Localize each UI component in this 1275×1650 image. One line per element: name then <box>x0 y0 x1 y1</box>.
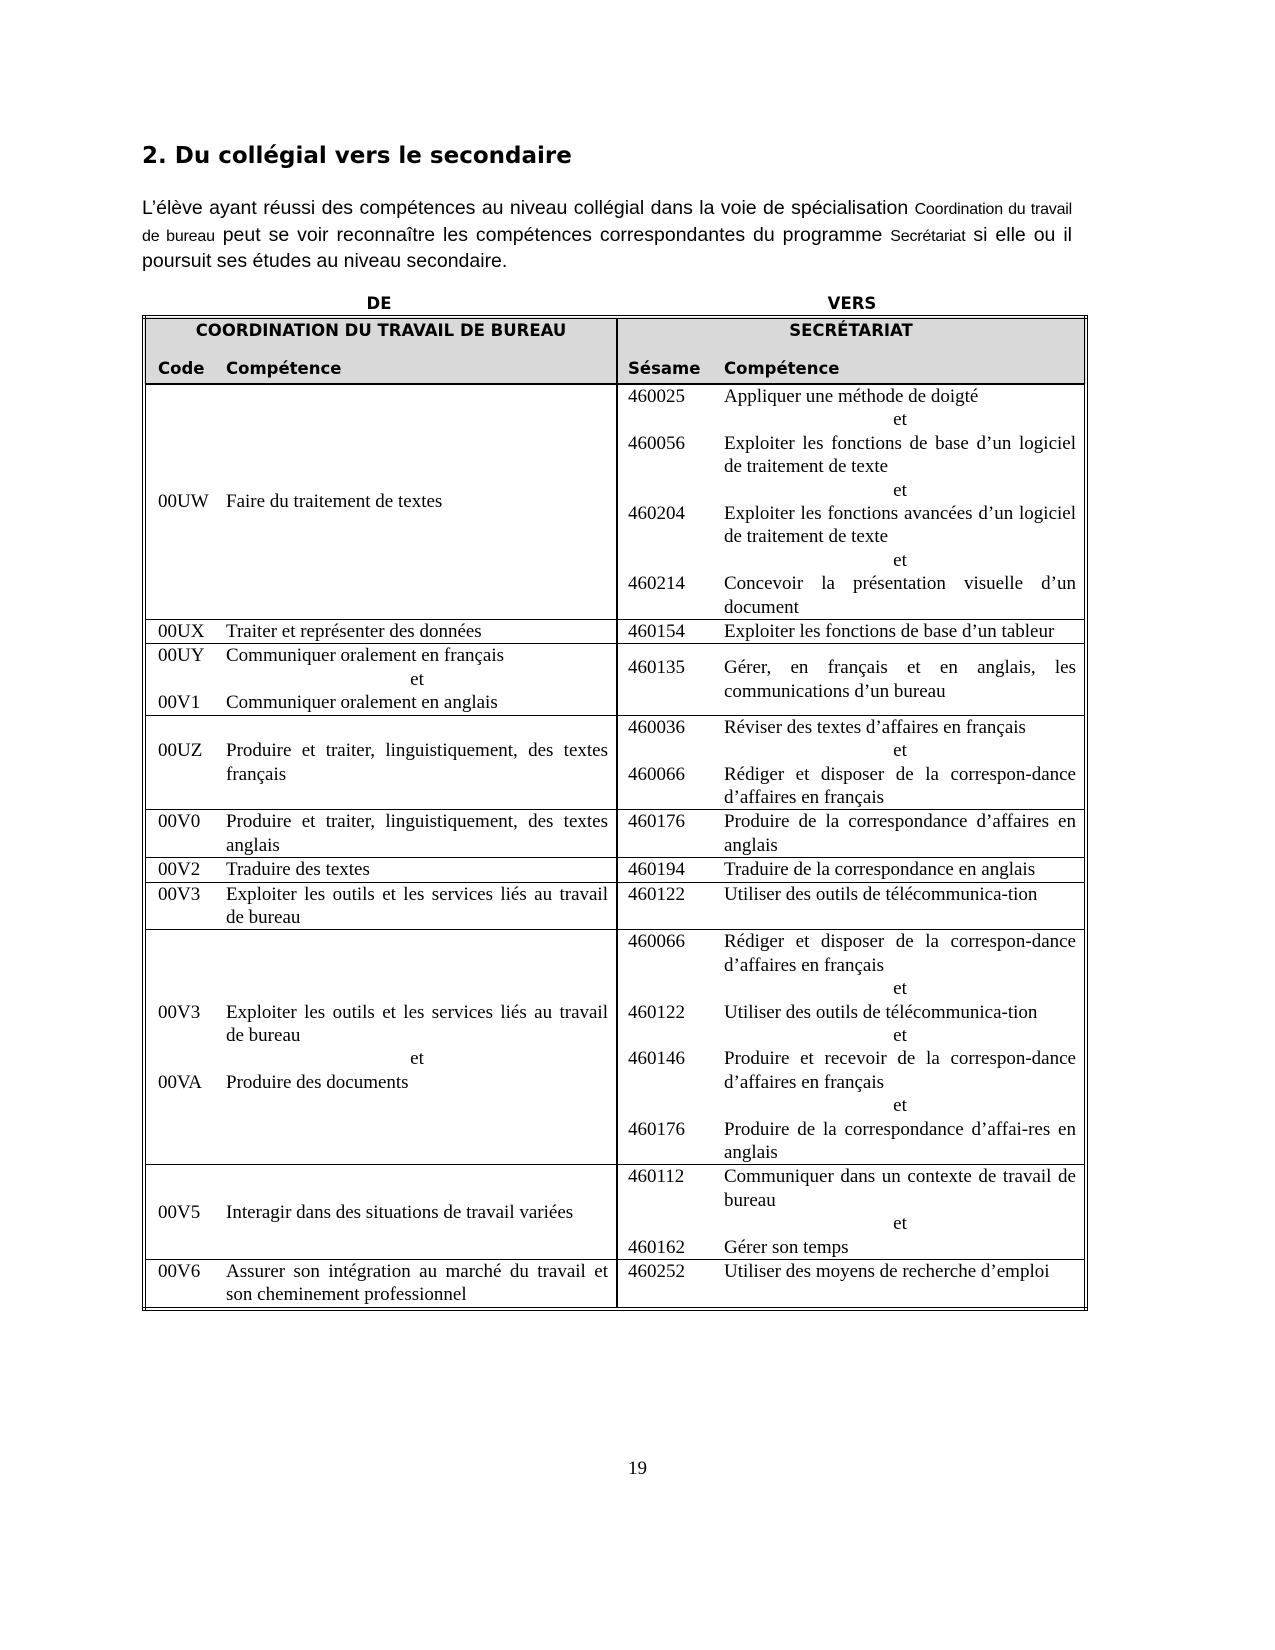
connector-et: et <box>893 978 907 1000</box>
to-entry <box>618 1165 1084 1212</box>
intro-paragraph <box>142 196 1072 274</box>
competence-label: Exploiter les outils et les services liés au travail de bureau <box>226 883 608 928</box>
to-entry <box>618 432 1084 479</box>
table-row <box>144 1260 1086 1309</box>
sesame-code: 460204 <box>628 503 685 525</box>
from-column-headers <box>144 357 617 384</box>
competence-label: Traiter et représenter des données <box>226 621 482 643</box>
to-entry <box>618 656 1084 703</box>
to-entry <box>618 930 1084 977</box>
competence-code: 00UZ <box>158 740 203 762</box>
to-entry <box>618 1047 1084 1094</box>
from-cell <box>144 384 617 620</box>
competence-label: Rédiger et disposer de la correspon-dance d’affaires en français <box>724 763 1076 808</box>
to-cell <box>617 1260 1086 1309</box>
sesame-code: 460162 <box>628 1236 685 1258</box>
competence-label: Produire et traiter, linguistiquement, des textes français <box>226 740 608 785</box>
table-body <box>144 384 1086 1309</box>
connector-et: et <box>893 740 907 762</box>
from-entry <box>146 1201 616 1224</box>
competence-code: 00UY <box>158 645 205 667</box>
to-cell <box>617 1165 1086 1260</box>
from-label: DE <box>366 294 392 313</box>
to-cell <box>617 644 1086 715</box>
competence-code: 00V5 <box>158 1201 201 1223</box>
from-entry <box>146 1001 616 1048</box>
from-cell <box>144 715 617 810</box>
table-row <box>144 882 1086 930</box>
table-row <box>144 384 1086 620</box>
table-row <box>144 810 1086 858</box>
competence-label: Exploiter les fonctions avancées d’un logiciel de traitement de texte <box>724 503 1076 548</box>
intro-text-2: peut se voir reconnaître les compétences correspondantes du programme <box>214 223 891 246</box>
sesame-code: 460122 <box>628 1001 685 1023</box>
competence-label: Produire de la correspondance d’affai-res en anglais <box>724 1118 1076 1163</box>
to-entry <box>618 883 1084 906</box>
competence-label: Concevoir la présentation visuelle d’un document <box>724 573 1076 618</box>
competence-code: 00V6 <box>158 1261 201 1283</box>
table-row <box>144 1165 1086 1260</box>
page-number: 19 <box>628 1458 647 1479</box>
from-entry <box>146 644 616 667</box>
to-column-headers <box>617 357 1086 384</box>
connector-et: et <box>893 1095 907 1117</box>
connector-et: et <box>893 409 907 431</box>
competence-code: 00V3 <box>158 883 201 905</box>
header-code: Code <box>158 359 205 378</box>
sesame-code: 460214 <box>628 573 685 595</box>
from-cell <box>144 810 617 858</box>
competence-label: Interagir dans des situations de travail variées <box>226 1201 574 1223</box>
competence-label: Communiquer oralement en anglais <box>226 692 498 714</box>
to-entry <box>618 1260 1084 1283</box>
sesame-code: 460036 <box>628 716 685 738</box>
from-cell <box>144 882 617 930</box>
header-competence-to: Compétence <box>724 359 840 378</box>
to-entry <box>618 1236 1084 1259</box>
header-sesame: Sésame <box>628 359 701 378</box>
table-row <box>144 620 1086 644</box>
competence-label: Traduire de la correspondance en anglais <box>724 859 1036 881</box>
competence-label: Utiliser des moyens de recherche d’emploi <box>724 1261 1050 1283</box>
competence-label: Utiliser des outils de télécommunica-tion <box>724 1001 1038 1023</box>
sesame-code: 460176 <box>628 811 685 833</box>
intro-text-1: L’élève ayant réussi des compétences au niveau collégial dans la voie de spécialisation <box>142 197 915 219</box>
header-competence-from: Compétence <box>226 359 342 378</box>
to-entry <box>618 572 1084 619</box>
competence-label: Communiquer oralement en français <box>226 645 505 667</box>
program-name-from: Coordination du travail de bureau <box>142 201 1073 245</box>
to-cell <box>617 620 1086 644</box>
from-entry <box>146 739 616 786</box>
competence-label: Produire de la correspondance d’affaires en anglais <box>724 811 1076 856</box>
sesame-code: 460066 <box>628 931 685 953</box>
from-cell <box>144 1165 617 1260</box>
table-row <box>144 715 1086 810</box>
sesame-code: 460176 <box>628 1118 685 1140</box>
section-title: 2. Du collégial vers le secondaire <box>142 143 572 169</box>
connector-et: et <box>893 549 907 571</box>
connector-et: et <box>410 668 424 690</box>
to-cell <box>617 930 1086 1165</box>
competence-label: Exploiter les outils et les services liés au travail de bureau <box>226 1001 608 1046</box>
competence-label: Gérer, en français et en anglais, les communications d’un bureau <box>724 657 1076 702</box>
from-cell <box>144 858 617 882</box>
competence-code: 00V1 <box>158 692 201 714</box>
to-entry <box>618 502 1084 549</box>
competence-label: Exploiter les fonctions de base d’un logiciel de traitement de texte <box>724 432 1076 478</box>
equivalence-table <box>142 315 1088 1311</box>
sesame-code: 460135 <box>628 657 685 679</box>
table-row <box>144 858 1086 882</box>
intro-text-3: si elle ou il poursuit ses études au niveau secondaire. <box>142 223 1072 272</box>
connector-et: et <box>410 1048 424 1070</box>
sesame-code: 460025 <box>628 386 685 407</box>
to-cell <box>617 810 1086 858</box>
competence-code: 00V0 <box>158 811 201 833</box>
sesame-code: 460122 <box>628 883 685 905</box>
connector-et: et <box>893 479 907 501</box>
to-entry <box>618 810 1084 857</box>
to-label: VERS <box>827 294 877 313</box>
table-row <box>144 930 1086 1165</box>
competence-label: Produire et recevoir de la correspon-dance d’affaires en français <box>724 1048 1076 1093</box>
from-cell <box>144 930 617 1165</box>
to-entry <box>618 385 1084 408</box>
competence-label: Faire du traitement de textes <box>226 491 443 513</box>
sesame-code: 460194 <box>628 859 685 881</box>
to-entry <box>618 1118 1084 1165</box>
to-entry <box>618 1001 1084 1024</box>
sesame-code: 460112 <box>628 1166 685 1188</box>
to-cell <box>617 858 1086 882</box>
from-entry <box>146 810 616 857</box>
from-program-header: COORDINATION DU TRAVAIL DE BUREAU <box>144 317 617 357</box>
competence-code: 00V2 <box>158 859 201 881</box>
competence-label: Assurer son intégration au marché du travail et son cheminement professionnel <box>226 1261 608 1306</box>
connector-et: et <box>893 1024 907 1046</box>
to-entry <box>618 716 1084 739</box>
sesame-code: 460056 <box>628 432 685 454</box>
sesame-code: 460154 <box>628 621 685 643</box>
from-entry <box>146 858 616 881</box>
table-row <box>144 644 1086 715</box>
competence-code: 00VA <box>158 1071 202 1093</box>
competence-label: Traduire des textes <box>226 859 370 881</box>
from-cell <box>144 1260 617 1309</box>
to-cell <box>617 384 1086 620</box>
from-entry <box>146 1260 616 1307</box>
connector-et: et <box>893 1213 907 1235</box>
sesame-code: 460146 <box>628 1048 685 1070</box>
competence-label: Utiliser des outils de télécommunica-tion <box>724 883 1038 905</box>
sesame-code: 460252 <box>628 1261 685 1283</box>
from-cell <box>144 620 617 644</box>
to-entry <box>618 858 1084 881</box>
to-program-header: SECRÉTARIAT <box>617 317 1086 357</box>
competence-label: Gérer son temps <box>724 1236 849 1258</box>
competence-label: Produire des documents <box>226 1071 409 1093</box>
to-entry <box>618 763 1084 810</box>
from-entry <box>146 691 616 714</box>
from-entry <box>146 883 616 930</box>
competence-label: Exploiter les fonctions de base d’un tableur <box>724 621 1055 643</box>
from-entry <box>146 620 616 643</box>
program-name-to: Secrétariat <box>890 227 966 245</box>
competence-label: Rédiger et disposer de la correspon-dance d’affaires en français <box>724 931 1076 976</box>
competence-label: Produire et traiter, linguistiquement, des textes anglais <box>226 811 608 856</box>
from-entry <box>146 490 616 513</box>
competence-code: 00UW <box>158 491 209 513</box>
to-entry <box>618 620 1084 643</box>
to-cell <box>617 715 1086 810</box>
competence-code: 00UX <box>158 621 205 643</box>
competence-label: Appliquer une méthode de doigté <box>724 386 979 407</box>
sesame-code: 460066 <box>628 763 685 785</box>
competence-code: 00V3 <box>158 1001 201 1023</box>
competence-label: Communiquer dans un contexte de travail de bureau <box>724 1166 1076 1211</box>
from-cell <box>144 644 617 715</box>
to-cell <box>617 882 1086 930</box>
competence-label: Réviser des textes d’affaires en français <box>724 716 1026 738</box>
from-entry <box>146 1071 616 1094</box>
